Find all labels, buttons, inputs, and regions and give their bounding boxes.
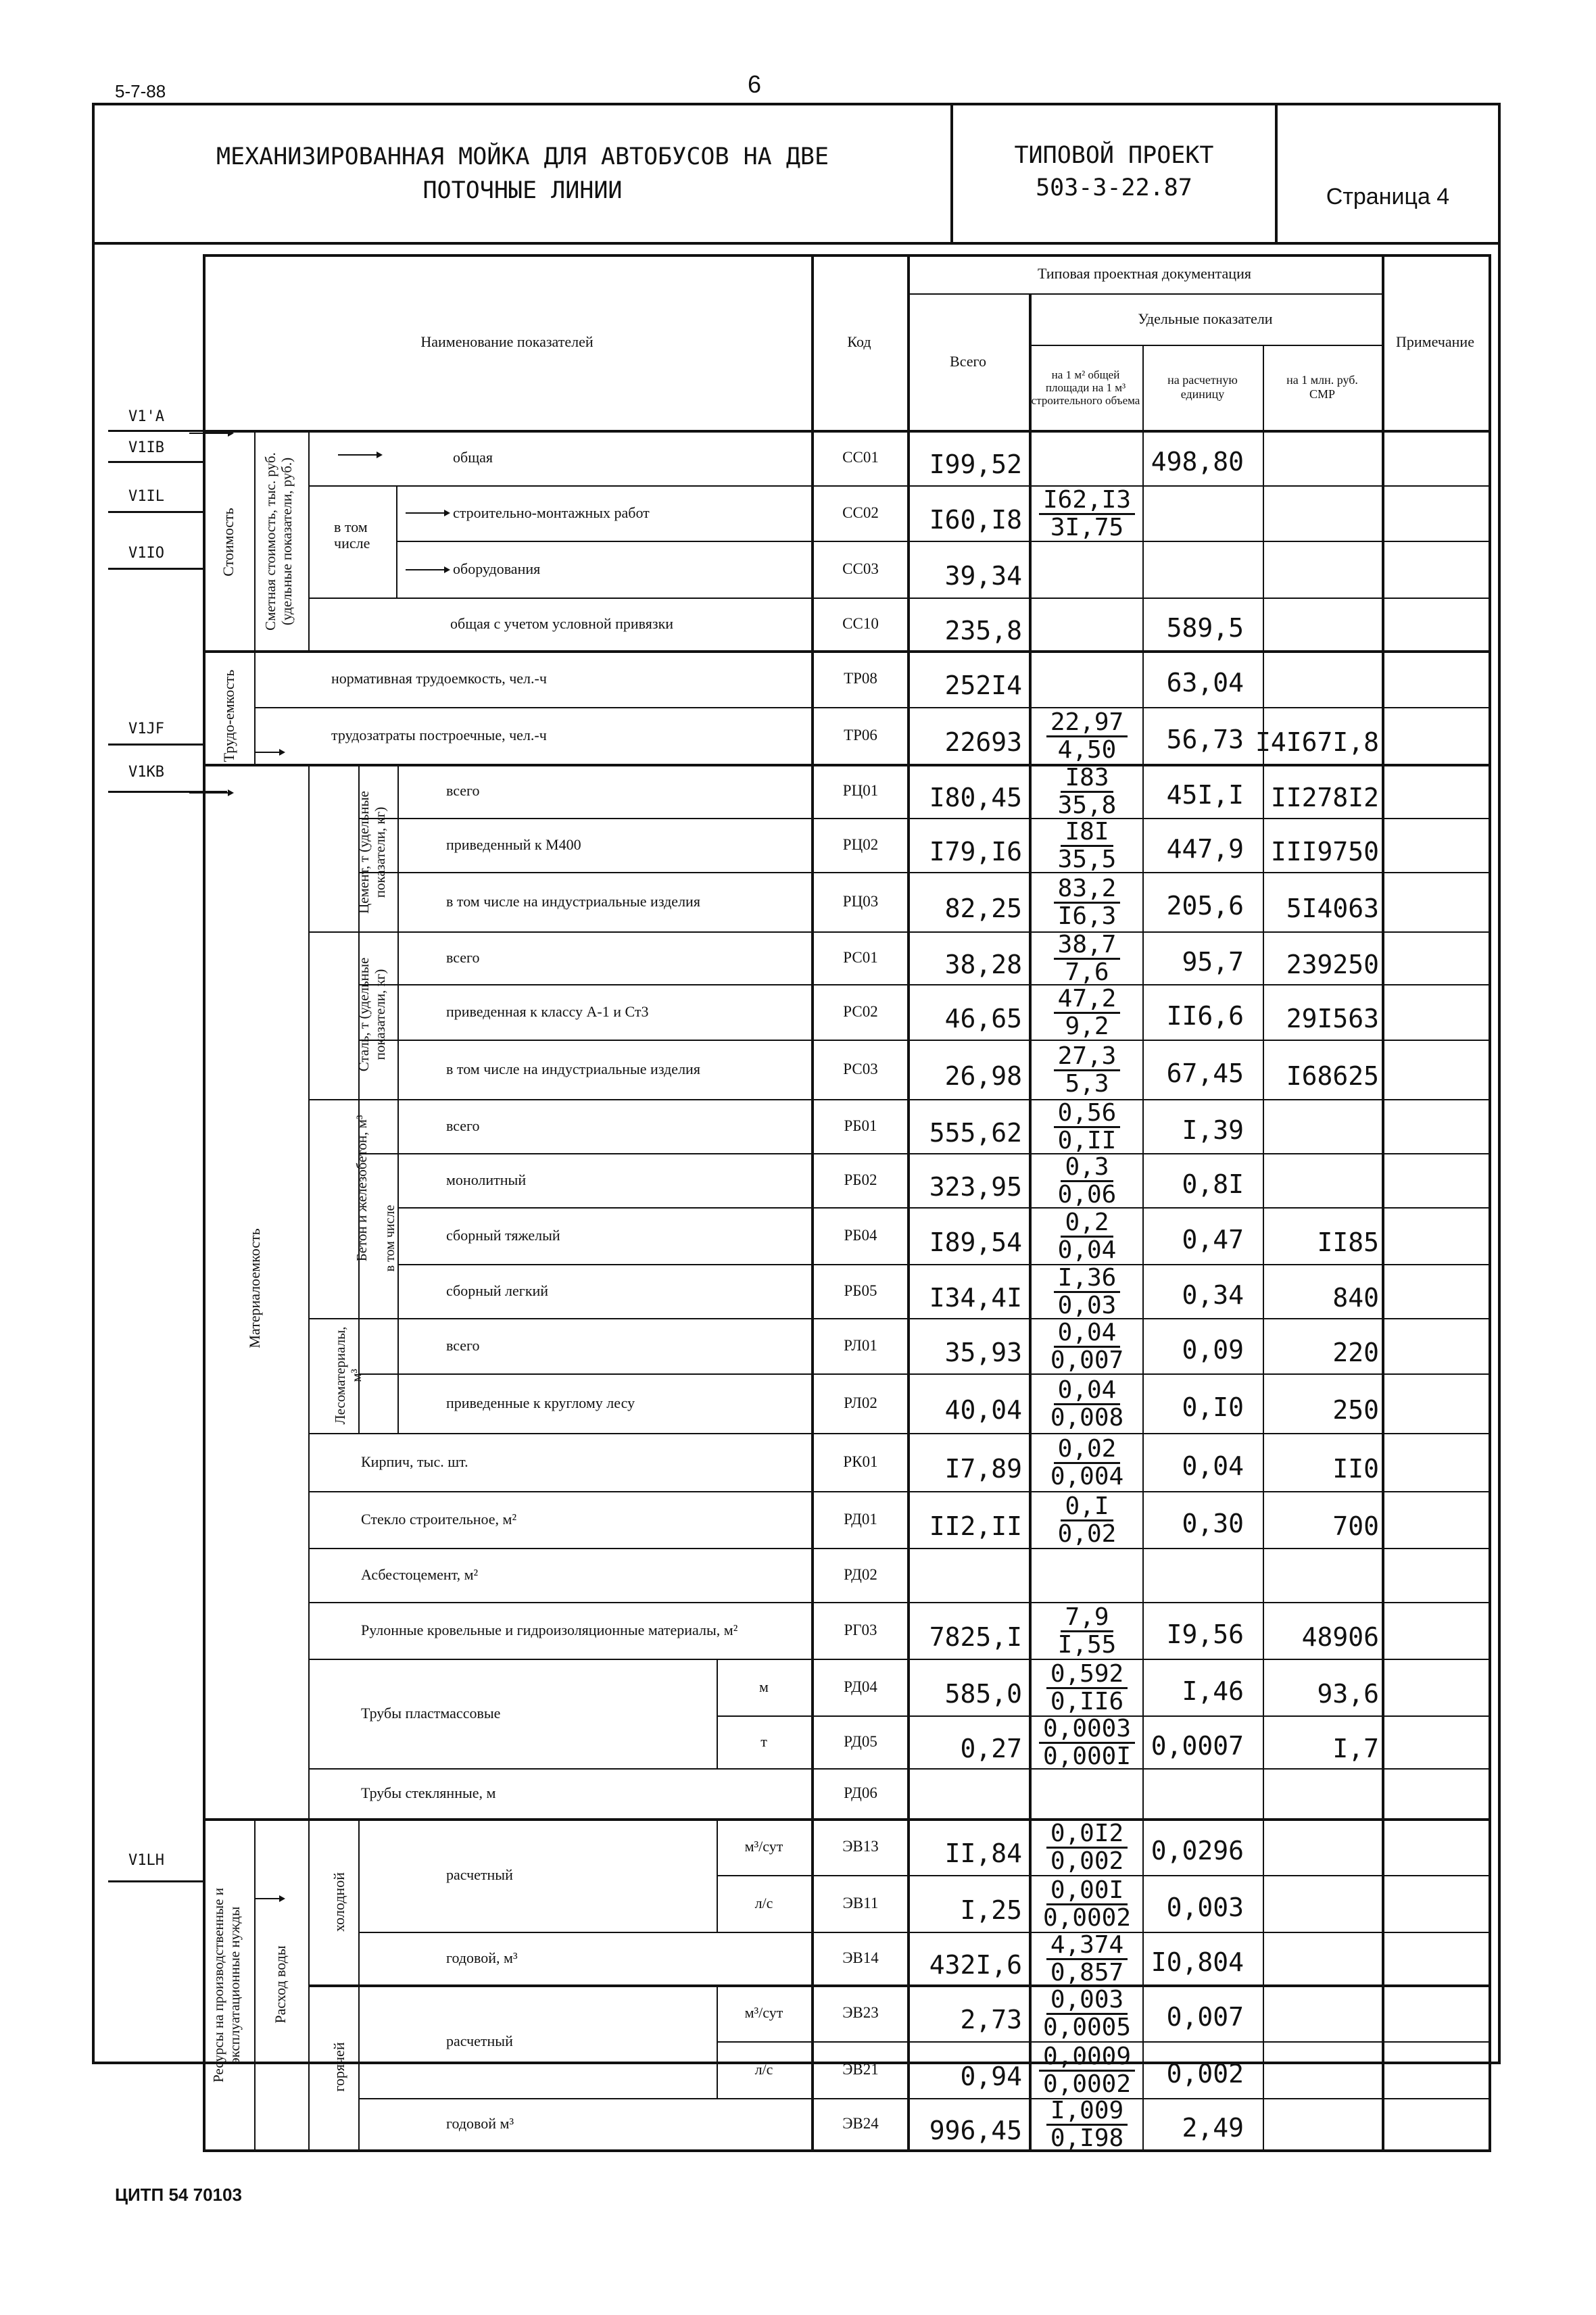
row-name: Трубы пластмассовые — [361, 1705, 501, 1722]
specific-per-m3: I,55 — [1057, 1631, 1117, 1659]
row-per-unit: 0,003 — [1166, 1893, 1244, 1922]
row-name: трудозатраты построечные, чел.-ч — [331, 727, 547, 744]
specific-per-m2: 27,3 — [1054, 1044, 1121, 1071]
row-specific-fraction — [1032, 876, 1142, 929]
row-code: РБ05 — [844, 1282, 877, 1299]
row-total: 252I4 — [944, 671, 1022, 700]
specific-per-m3: 0,857 — [1050, 1959, 1124, 1987]
row-total: 0,27 — [960, 1734, 1022, 1763]
row-total: I80,45 — [929, 783, 1022, 812]
row-name: Стекло строительное, м² — [361, 1511, 517, 1528]
row-code: РД06 — [844, 1784, 877, 1801]
row-code: РЦ02 — [842, 836, 879, 853]
row-total: I99,52 — [929, 449, 1022, 479]
row-per-mln — [1265, 1775, 1382, 1825]
specific-per-m3: 35,5 — [1057, 846, 1117, 873]
row-total: 7825,I — [929, 1622, 1022, 1652]
row-per-unit: I9,56 — [1166, 1619, 1244, 1649]
specific-per-m2: 0,02 — [1054, 1436, 1121, 1464]
row-name: строительно-монтажных работ — [453, 504, 650, 521]
row-code: РБ04 — [844, 1227, 877, 1244]
row-specific-fraction — [1032, 1265, 1142, 1319]
specific-per-m3: 0,002 — [1050, 1847, 1124, 1875]
row-per-unit: 0,47 — [1182, 1225, 1244, 1254]
row-specific-fraction — [1032, 2044, 1142, 2097]
specific-per-m3: 9,2 — [1065, 1013, 1109, 1040]
row-per-mln — [1265, 1991, 1382, 2048]
row-code: РБ02 — [844, 1171, 877, 1188]
row-per-mln: II0 — [1332, 1454, 1379, 1484]
row-name: всего — [446, 782, 480, 799]
row-code: РБ01 — [844, 1117, 877, 1134]
row-per-mln: 840 — [1332, 1283, 1379, 1313]
header-per-unit: на расчетную единицу — [1167, 373, 1238, 401]
specific-per-m3: 0,I98 — [1050, 2124, 1124, 2152]
specific-per-m2: 0,56 — [1054, 1100, 1121, 1128]
row-total: I79,I6 — [929, 837, 1022, 867]
row-per-mln: 29I563 — [1286, 1004, 1379, 1033]
specific-per-m3: 0,06 — [1057, 1181, 1117, 1209]
group-hot-label: горячей — [331, 2042, 347, 2092]
specific-per-m2: 0,592 — [1046, 1661, 1128, 1689]
specific-per-m2: 0,3 — [1061, 1154, 1113, 1182]
group-concrete-label: Бетон и железобетон, м³ — [354, 1115, 370, 1262]
row-total: 996,45 — [929, 2116, 1022, 2145]
row-per-unit: 0,04 — [1182, 1451, 1244, 1481]
row-per-unit: 63,04 — [1166, 668, 1244, 698]
side-marker: V1IB — [128, 439, 164, 456]
row-total: 555,62 — [929, 1118, 1022, 1148]
title-line-2: ПОТОЧНЫЕ ЛИНИИ — [422, 177, 623, 204]
row-code: ЭВ14 — [842, 1949, 879, 1966]
group-labor-label: Трудо-емкость — [220, 669, 237, 762]
specific-per-m2: 47,2 — [1054, 986, 1121, 1014]
row-per-unit: 0,34 — [1182, 1280, 1244, 1310]
row-code: СС01 — [842, 449, 879, 466]
row-per-unit: 205,6 — [1166, 891, 1244, 921]
row-name: Трубы стеклянные, м — [361, 1784, 496, 1801]
row-name: Кирпич, тыс. шт. — [361, 1453, 468, 1470]
row-per-mln — [1265, 437, 1382, 492]
row-per-unit: 0,I0 — [1182, 1392, 1244, 1422]
row-code: ЭВ21 — [842, 2061, 879, 2078]
specific-per-m3: 0,008 — [1050, 1404, 1124, 1432]
title-line-1: МЕХАНИЗИРОВАННАЯ МОЙКА ДЛЯ АВТОБУСОВ НА ДВЕ — [216, 143, 829, 170]
row-name: приведенные к круглому лесу — [446, 1394, 635, 1411]
row-specific-fraction — [1032, 1661, 1142, 1715]
specific-per-m3: 0,02 — [1057, 1520, 1117, 1548]
row-per-mln: I4I67I,8 — [1255, 727, 1379, 757]
row-name: Рулонные кровельные и гидроизоляционные материалы, м² — [361, 1622, 738, 1638]
row-per-unit: II6,6 — [1166, 1001, 1244, 1031]
row-per-mln — [1265, 2048, 1382, 2105]
row-total: I60,I8 — [929, 505, 1022, 535]
row-specific-fraction — [1032, 1210, 1142, 1263]
specific-per-m2: 0,00I — [1046, 1878, 1128, 1905]
row-specific-fraction — [1032, 1100, 1142, 1154]
row-name: сборный тяжелый — [446, 1227, 560, 1244]
row-per-mln — [1265, 547, 1382, 604]
row-per-mln — [1265, 657, 1382, 714]
header-specific-group: Удельные показатели — [1138, 310, 1273, 327]
row-code: ЭВ13 — [842, 1838, 879, 1855]
group-materials-label: Материалоемкость — [246, 1228, 263, 1348]
row-total: I89,54 — [929, 1227, 1022, 1257]
row-per-unit: 447,9 — [1166, 834, 1244, 864]
pointer-arrow — [189, 792, 230, 794]
row-total: 235,8 — [944, 616, 1022, 645]
specific-per-m2: I,36 — [1054, 1265, 1121, 1293]
row-per-unit — [1145, 545, 1263, 602]
specific-per-m2: 0,003 — [1046, 1987, 1128, 2015]
row-name: нормативная трудоемкость, чел.-ч — [331, 670, 547, 687]
row-name: в том числе на индустриальные изделия — [446, 1061, 700, 1077]
specific-per-m3: 0,0002 — [1042, 1904, 1132, 1932]
row-per-mln: III9750 — [1270, 837, 1379, 867]
row-specific-fraction — [1032, 1987, 1142, 2041]
header-per-m2: на 1 м² общей площади на 1 м³ строительного объема — [1031, 368, 1140, 407]
row-per-unit: 498,80 — [1151, 447, 1244, 477]
row-name: общая — [453, 449, 493, 466]
row-code: ЭВ23 — [842, 2004, 879, 2021]
row-code: РГ03 — [844, 1622, 877, 1638]
row-unit: л/с — [754, 2061, 773, 2078]
row-name: сборный легкий — [446, 1282, 549, 1299]
row-code: ЭВ24 — [842, 2115, 879, 2132]
row-total: I,25 — [960, 1895, 1022, 1925]
row-unit: м³/сут — [744, 1838, 783, 1855]
row-per-unit: I0,804 — [1151, 1947, 1244, 1977]
row-per-mln — [1265, 2105, 1382, 2156]
row-code: РЦ03 — [842, 893, 879, 910]
row-total: 39,34 — [944, 561, 1022, 591]
row-code: РЛ01 — [844, 1337, 877, 1354]
row-specific-fraction — [1032, 932, 1142, 985]
group-resources-label: Ресурсы на производственные и эксплуатационные нужды — [210, 1888, 243, 2082]
group-timber-label: Лесоматериалы, м³ — [332, 1326, 364, 1425]
row-specific-fraction — [1032, 1932, 1142, 1986]
row-name: в том числе на индустриальные изделия — [446, 893, 700, 910]
row-per-mln — [1265, 1939, 1382, 1991]
specific-per-m2: 4,374 — [1046, 1932, 1128, 1960]
row-per-unit: 0,0296 — [1151, 1836, 1244, 1866]
group-cement-label: Цемент, т (удельные показатели, кг) — [356, 791, 388, 914]
row-specific-fraction — [1032, 1878, 1142, 1931]
row-specific-fraction — [1032, 1436, 1142, 1490]
side-marker: V1IL — [128, 488, 164, 505]
row-name: общая с учетом условной привязки — [450, 615, 674, 632]
header-total-column: Всего — [950, 353, 986, 370]
row-unit: м — [759, 1678, 769, 1695]
specific-per-m2: 83,2 — [1054, 876, 1121, 904]
specific-per-m3: 0,000I — [1042, 1743, 1132, 1770]
specific-per-m3: 7,6 — [1065, 958, 1109, 986]
row-per-unit: I,46 — [1182, 1676, 1244, 1706]
row-per-mln — [1265, 604, 1382, 657]
cost-incl-label: в том числе — [334, 518, 370, 552]
specific-per-m3: 35,8 — [1057, 791, 1117, 819]
specific-per-m3: 0,0005 — [1042, 2014, 1132, 2041]
row-total: II,84 — [944, 1838, 1022, 1868]
row-per-unit: 0,007 — [1166, 2002, 1244, 2032]
row-code: РД04 — [844, 1678, 877, 1695]
row-per-mln: 48906 — [1301, 1622, 1379, 1652]
specific-per-m3: 5,3 — [1065, 1070, 1109, 1098]
row-per-unit: 0,0007 — [1151, 1731, 1244, 1761]
row-per-mln: 5I4063 — [1286, 894, 1379, 923]
row-per-mln: I68625 — [1286, 1061, 1379, 1091]
row-name: годовой, м³ — [446, 1949, 518, 1966]
row-total: 82,25 — [944, 894, 1022, 923]
row-per-mln: II278I2 — [1270, 783, 1379, 812]
pointer-arrow — [406, 512, 446, 514]
specific-per-m3: I6,3 — [1057, 902, 1117, 930]
row-code: СС10 — [842, 615, 879, 632]
row-per-mln: 239250 — [1286, 950, 1379, 979]
specific-per-m2: 0,I — [1061, 1494, 1113, 1521]
row-specific-fraction — [1032, 1494, 1142, 1547]
header-doc-group: Типовая проектная документация — [1038, 265, 1251, 282]
row-name: приведенная к классу А-1 и Ст3 — [446, 1003, 649, 1020]
row-total: I34,4I — [929, 1283, 1022, 1313]
row-code: СС03 — [842, 560, 879, 577]
row-code: РЛ02 — [844, 1394, 877, 1411]
specific-per-m2: 22,97 — [1046, 710, 1128, 737]
row-specific-fraction — [1032, 1320, 1142, 1373]
row-name: монолитный — [446, 1171, 527, 1188]
row-per-unit: 2,49 — [1182, 2113, 1244, 2143]
header-note-column: Примечание — [1396, 333, 1474, 350]
row-per-mln: 220 — [1332, 1338, 1379, 1367]
row-per-mln: II85 — [1317, 1227, 1379, 1257]
footer-code: ЦИТП 54 70103 — [115, 2185, 242, 2205]
row-per-mln: I,7 — [1332, 1734, 1379, 1763]
specific-per-m2: 0,0I2 — [1046, 1821, 1128, 1849]
row-per-mln — [1265, 1825, 1382, 1882]
row-per-mln: 93,6 — [1317, 1679, 1379, 1709]
row-name: всего — [446, 1337, 480, 1354]
header-code-column: Код — [847, 333, 871, 350]
row-total: II2,II — [929, 1511, 1022, 1541]
row-total: I7,89 — [944, 1454, 1022, 1484]
row-per-unit: 56,73 — [1166, 725, 1244, 754]
specific-per-m2: I,009 — [1046, 2098, 1128, 2126]
row-per-unit: I,39 — [1182, 1115, 1244, 1145]
row-specific-fraction — [1032, 986, 1142, 1040]
page-number: 6 — [748, 70, 762, 98]
specific-per-m3: 0,04 — [1057, 1236, 1117, 1264]
specific-per-m3: 0,II6 — [1050, 1688, 1124, 1715]
side-marker: V1JF — [128, 721, 164, 737]
row-specific-fraction — [1032, 1154, 1142, 1208]
specific-per-m2: 7,9 — [1061, 1605, 1113, 1632]
row-specific-fraction — [1032, 487, 1142, 541]
row-name: приведенный к М400 — [446, 836, 581, 853]
row-specific-fraction — [1032, 1821, 1142, 1874]
row-unit: л/с — [754, 1895, 773, 1911]
row-total: 2,73 — [960, 2005, 1022, 2034]
group-steel-label: Сталь, т (удельные показатели, кг) — [356, 957, 388, 1072]
specific-per-m3: 0,03 — [1057, 1292, 1117, 1319]
row-per-unit — [1145, 1772, 1263, 1822]
row-name: годовой м³ — [446, 2115, 514, 2132]
specific-per-m3: 0,0002 — [1042, 2070, 1132, 2098]
specific-per-m2: 0,04 — [1054, 1378, 1121, 1405]
specific-per-m3: 0,004 — [1050, 1463, 1124, 1490]
pointer-arrow — [254, 1898, 281, 1899]
row-code: РС03 — [843, 1061, 878, 1077]
sheet-label: Страница 4 — [1326, 184, 1450, 210]
side-marker: V1IO — [128, 545, 164, 562]
pointer-arrow — [406, 569, 446, 570]
specific-per-m2: 0,04 — [1054, 1320, 1121, 1348]
specific-per-m3: 0,II — [1057, 1127, 1117, 1154]
row-code: ТР08 — [844, 670, 877, 687]
specific-per-m2: I83 — [1061, 765, 1113, 793]
row-per-unit: 67,45 — [1166, 1058, 1244, 1088]
specific-per-m2: I62,I3 — [1039, 487, 1135, 515]
row-name: Асбестоцемент, м² — [361, 1566, 479, 1583]
row-code: ЭВ11 — [842, 1895, 879, 1911]
row-specific-fraction — [1032, 1378, 1142, 1431]
row-total: 35,93 — [944, 1338, 1022, 1367]
row-name: оборудования — [453, 560, 541, 577]
side-marker: V1LH — [128, 1852, 164, 1869]
row-per-unit: 0,30 — [1182, 1509, 1244, 1538]
row-specific-fraction — [1032, 710, 1142, 763]
row-per-mln — [1265, 1882, 1382, 1939]
side-marker: V1'A — [128, 408, 164, 425]
row-code: РД05 — [844, 1733, 877, 1750]
side-marker: V1KB — [128, 764, 164, 781]
row-specific-fraction — [1032, 1716, 1142, 1770]
row-per-mln — [1265, 1160, 1382, 1214]
row-code: РС01 — [843, 949, 878, 966]
row-unit: т — [760, 1733, 767, 1750]
row-name: расчетный — [446, 2032, 513, 2049]
row-per-unit — [1145, 489, 1263, 545]
specific-per-m2: 0,2 — [1061, 1210, 1113, 1238]
specific-per-m2: 0,0003 — [1039, 1716, 1135, 1744]
row-total: 38,28 — [944, 950, 1022, 979]
row-code: РЦ01 — [842, 782, 879, 799]
row-per-unit: 589,5 — [1166, 613, 1244, 643]
row-per-mln: 700 — [1332, 1511, 1379, 1541]
row-name: всего — [446, 949, 480, 966]
row-total: 22693 — [944, 727, 1022, 757]
pointer-arrow — [338, 454, 379, 456]
row-code: РД02 — [844, 1566, 877, 1583]
document-code: 5-7-88 — [115, 81, 166, 101]
row-per-unit: 0,8I — [1182, 1169, 1244, 1199]
row-per-mln: 250 — [1332, 1395, 1379, 1425]
pointer-arrow — [254, 752, 281, 753]
row-total: 40,04 — [944, 1395, 1022, 1425]
row-code: РС02 — [843, 1003, 878, 1020]
row-name: расчетный — [446, 1866, 513, 1883]
row-total: 432I,6 — [929, 1950, 1022, 1980]
concrete-incl-label: в том числе — [383, 1204, 397, 1272]
row-total: 323,95 — [929, 1172, 1022, 1202]
row-total: 46,65 — [944, 1004, 1022, 1033]
row-total: 585,0 — [944, 1679, 1022, 1709]
row-total — [910, 1555, 1029, 1609]
row-specific-fraction — [1032, 1044, 1142, 1097]
row-total: 26,98 — [944, 1061, 1022, 1091]
row-per-unit: 45I,I — [1166, 780, 1244, 810]
row-per-mln — [1265, 1106, 1382, 1160]
row-specific-fraction — [1032, 765, 1142, 819]
header-per-mln: на 1 млн. руб. СМР — [1286, 373, 1358, 401]
project-number: 503-3-22.87 — [1036, 174, 1192, 201]
group-cost-label: Стоимость — [220, 508, 237, 577]
group-cost-sub-label: Сметная стоимость, тыс. руб. (удельные показатели, руб.) — [262, 452, 295, 631]
row-per-unit: 95,7 — [1182, 947, 1244, 977]
pointer-arrow — [189, 433, 230, 434]
specific-per-m3: 0,007 — [1050, 1346, 1124, 1374]
row-unit: м³/сут — [744, 2004, 783, 2021]
header-name-column: Наименование показателей — [420, 333, 594, 350]
specific-per-m3: 3I,75 — [1050, 514, 1124, 541]
row-code: РД01 — [844, 1511, 877, 1528]
row-per-unit: 0,002 — [1166, 2059, 1244, 2089]
specific-per-m2: 38,7 — [1054, 932, 1121, 960]
specific-per-m3: 4,50 — [1057, 736, 1117, 764]
group-cold-label: холодной — [331, 1872, 347, 1932]
row-total: 0,94 — [960, 2062, 1022, 2091]
row-name: всего — [446, 1117, 480, 1134]
row-code: ТР06 — [844, 727, 877, 744]
group-water-label: Расход воды — [272, 1945, 289, 2024]
specific-per-m2: 0,0009 — [1039, 2044, 1135, 2072]
row-total — [910, 1775, 1029, 1825]
row-code: РК01 — [843, 1453, 878, 1470]
specific-per-m2: I8I — [1061, 819, 1113, 847]
row-code: СС02 — [842, 504, 879, 521]
row-per-mln — [1265, 492, 1382, 547]
row-per-unit: 0,09 — [1182, 1335, 1244, 1365]
row-specific-fraction — [1032, 2098, 1142, 2151]
project-line-1: ТИПОВОЙ ПРОЕКТ — [1014, 142, 1214, 169]
row-per-mln — [1265, 1555, 1382, 1609]
row-per-unit — [1145, 1552, 1263, 1606]
row-specific-fraction — [1032, 1605, 1142, 1658]
row-specific-fraction — [1032, 819, 1142, 873]
